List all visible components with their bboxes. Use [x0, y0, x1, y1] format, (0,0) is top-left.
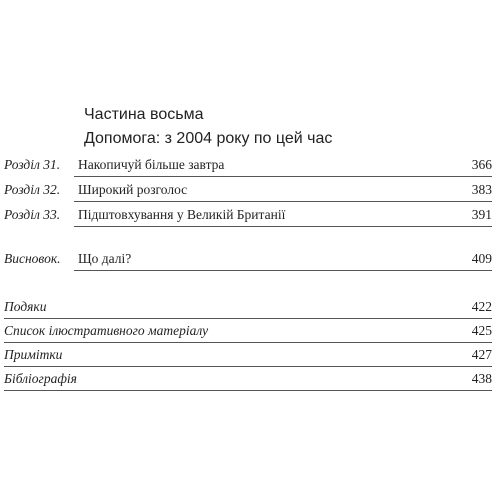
conclusion-label: Висновок. — [4, 251, 61, 266]
divider — [4, 342, 492, 343]
toc-entry-chapter-33[interactable] — [4, 204, 492, 226]
page-number: 366 — [471, 157, 492, 172]
page-number: 427 — [471, 347, 492, 362]
chapter-title: Підштовхування у Великій Британії — [78, 207, 286, 222]
divider — [74, 176, 492, 177]
page-number: 383 — [471, 182, 492, 197]
divider — [4, 318, 492, 319]
conclusion-title: Що далі? — [78, 251, 132, 266]
divider — [74, 201, 492, 202]
divider — [4, 366, 492, 367]
page-number: 438 — [471, 371, 492, 386]
toc-entry-acknowledgements[interactable] — [4, 296, 492, 318]
toc-entry-notes[interactable] — [4, 344, 492, 366]
page-number: 425 — [471, 323, 492, 338]
divider — [4, 390, 492, 391]
toc-entry-bibliography[interactable] — [4, 368, 492, 390]
back-matter-label: Бібліографія — [4, 371, 77, 386]
part-subtitle: Допомога: з 2004 року по цей час — [84, 130, 333, 147]
toc-entry-chapter-31[interactable] — [4, 154, 492, 176]
back-matter-label: Список ілюстративного матеріалу — [4, 323, 209, 338]
divider — [74, 226, 492, 227]
chapter-title: Накопичуй більше завтра — [78, 157, 225, 172]
back-matter-label: Подяки — [4, 299, 47, 314]
chapter-label: Розділ 31. — [4, 157, 61, 172]
toc-entry-list-of-illustrations[interactable] — [4, 320, 492, 342]
chapter-label: Розділ 32. — [4, 182, 61, 197]
part-title: Частина восьма — [84, 106, 204, 123]
chapter-title: Широкий розголос — [78, 182, 188, 197]
page-number: 391 — [471, 207, 492, 222]
back-matter-label: Примітки — [4, 347, 63, 362]
divider — [74, 270, 492, 271]
page-number: 409 — [471, 251, 492, 266]
page-number: 422 — [471, 299, 492, 314]
toc-entry-conclusion[interactable] — [4, 248, 492, 270]
chapter-label: Розділ 33. — [4, 207, 61, 222]
toc-entry-chapter-32[interactable] — [4, 179, 492, 201]
